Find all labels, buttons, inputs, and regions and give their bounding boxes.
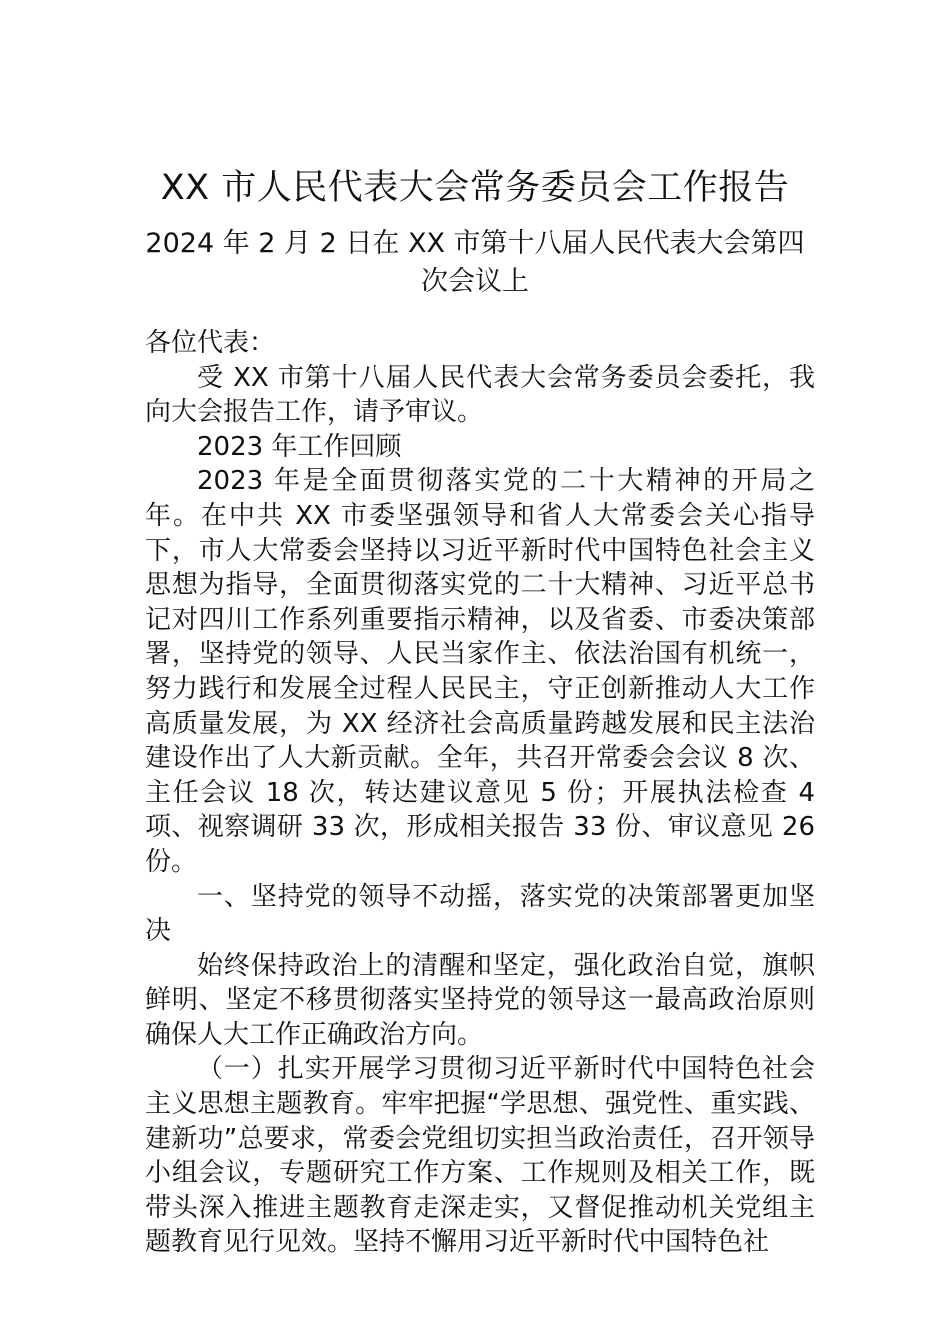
- document-body: [145, 326, 815, 1260]
- salutation: 各位代表：: [145, 328, 276, 358]
- document-title: XX 市人民代表大会常务委员会工作报告: [160, 168, 790, 208]
- section-heading-review: 2023 年工作回顾: [197, 431, 402, 462]
- document-subtitle: 2024 年 2 月 2 日在 XX 市第十八届人民代表大会第四次会议上: [145, 228, 805, 297]
- paragraph-intro: 受 XX 市第十八届人民代表大会常务委员会委托，我向大会报告工作，请予审议。: [145, 362, 815, 428]
- paragraph-political: 始终保持政治上的清醒和坚定，强化政治自觉，旗帜鲜明、坚定不移贯彻落实坚持党的领导这一最高政治原则确保人大工作正确政治方向。: [145, 950, 815, 1050]
- section-heading-one: 一、坚持党的领导不动摇，落实党的决策部署更加坚决: [145, 881, 815, 947]
- paragraph-overview: 2023 年是全面贯彻落实党的二十大精神的开局之年。在中共 XX 市委坚强领导和省人大常委会关心指导下，市人大常委会坚持以习近平新时代中国特色社会主义思想为指导，全面贯彻落实党的二十大精神、习近平总书记对四川工作系列重要指示精神，以及省委、市委决策部署，坚持党的领导、人民当家作主、依法治国有机统一，努力践行和发展全过程人民民主，守正创新推动人大工作高质量发展，为 XX 经济社会高质量跨越发展和民主法治建设作出了人大新贡献。全年，共召开常委会会议 8 次、主任会议 18 次，转达建议意见 5 份；开展执法检查 4 项、视察调研 33 次，形成相关报告 33 份、审议意见 26 份。: [145, 466, 815, 877]
- paragraph-subsection-one: （一）扎实开展学习贯彻习近平新时代中国特色社会主义思想主题教育。牢牢把握“学思想、强党性、重实践、建新功”总要求，常委会党组切实担当政治责任，召开领导小组会议，专题研究工作方案、工作规则及相关工作，既带头深入推进主题教育走深走实，又督促推动机关党组主题教育见行见效。坚持不懈用习近平新时代中国特色社: [145, 1054, 815, 1258]
